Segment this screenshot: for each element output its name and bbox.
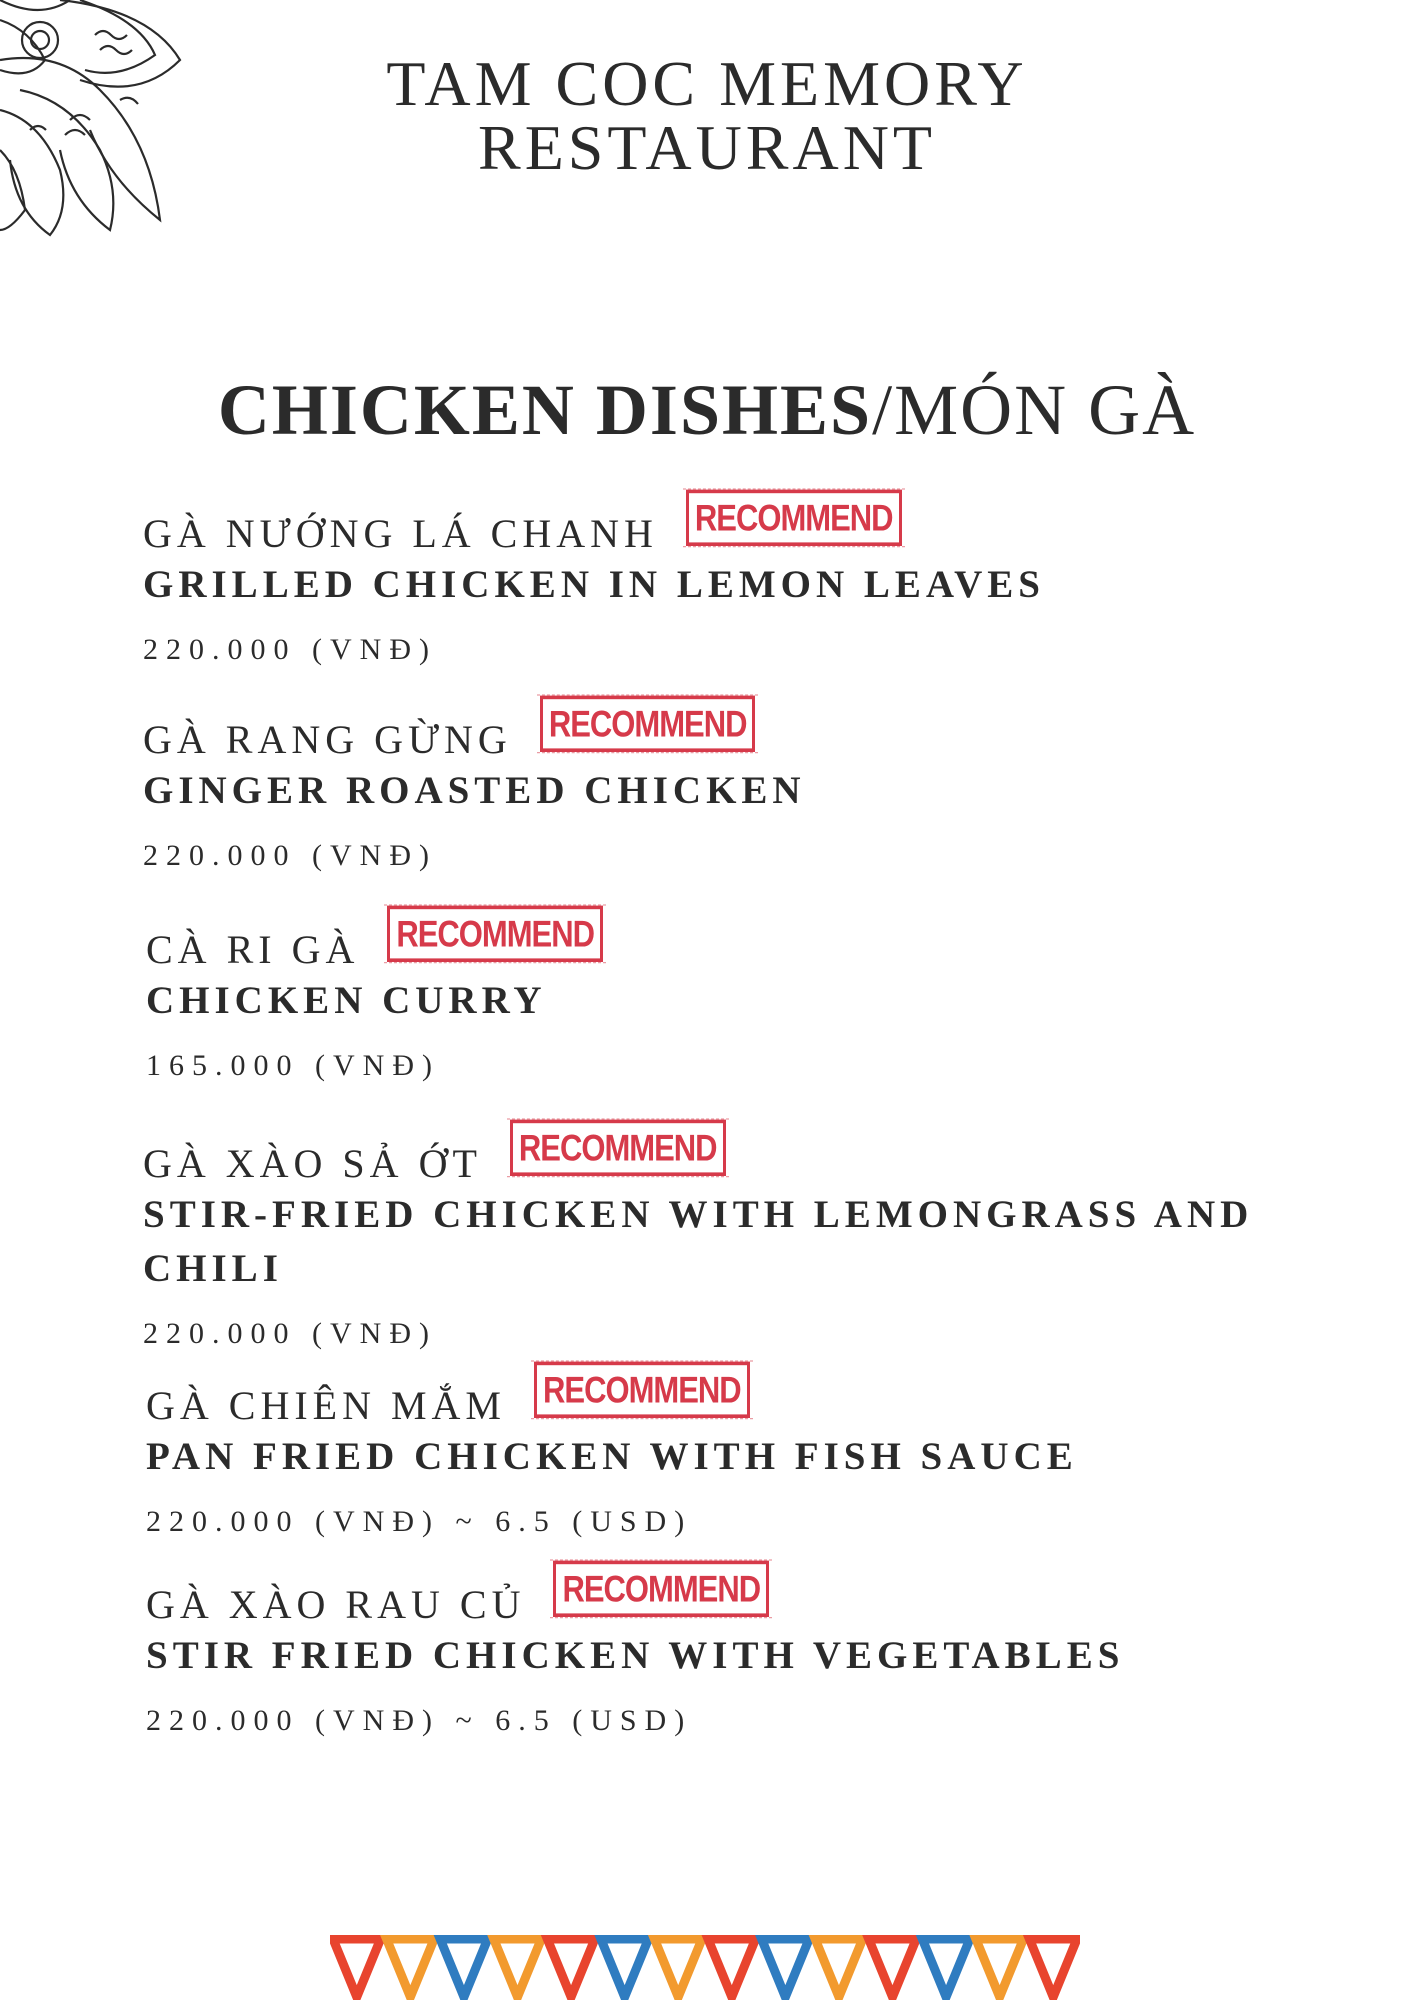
menu-item xyxy=(146,1368,1296,1542)
recommend-badge: RECOMMEND xyxy=(686,490,902,546)
item-name-vn: GÀ CHIÊN MẮM xyxy=(146,1383,506,1428)
item-name-en: GINGER ROASTED CHICKEN xyxy=(143,769,806,812)
menu-item xyxy=(143,496,1293,670)
section-heading-vn: MÓN GÀ xyxy=(894,370,1197,450)
triangle-mark xyxy=(654,1939,702,1997)
triangle-mark xyxy=(547,1939,595,1997)
item-price: 220.000 (VNĐ) xyxy=(143,839,437,872)
restaurant-title xyxy=(0,48,1414,183)
item-name-vn: GÀ XÀO RAU CỦ xyxy=(146,1582,526,1627)
triangle-mark xyxy=(387,1939,435,1997)
item-price: 165.000 (VNĐ) xyxy=(146,1049,440,1082)
recommend-badge: RECOMMEND xyxy=(553,1561,769,1617)
item-name-vn: GÀ RANG GỪNG xyxy=(143,717,512,762)
triangle-mark xyxy=(440,1939,488,1997)
section-heading xyxy=(0,370,1414,450)
item-name-vn: GÀ XÀO SẢ ỚT xyxy=(143,1141,482,1186)
item-price: 220.000 (VNĐ) xyxy=(143,1317,437,1350)
section-heading-separator: / xyxy=(872,370,895,450)
recommend-badge: RECOMMEND xyxy=(510,1120,726,1176)
recommend-badge: RECOMMEND xyxy=(534,1362,750,1418)
item-name-en: CHICKEN CURRY xyxy=(146,979,547,1022)
triangle-mark xyxy=(869,1939,917,1997)
item-name-en: PAN FRIED CHICKEN WITH FISH SAUCE xyxy=(146,1435,1078,1478)
triangle-mark xyxy=(815,1939,863,1997)
menu-item xyxy=(143,1126,1293,1354)
triangle-mark xyxy=(762,1939,810,1997)
triangle-mark xyxy=(708,1939,756,1997)
item-name-en: STIR-FRIED CHICKEN WITH LEMONGRASS AND CHILI xyxy=(143,1193,1254,1290)
item-name-vn: CÀ RI GÀ xyxy=(146,927,360,972)
triangle-pattern-icon xyxy=(330,1935,1080,2000)
menu-item xyxy=(146,912,1296,1086)
item-price: 220.000 (VNĐ) ~ 6.5 (USD) xyxy=(146,1704,693,1737)
triangle-mark xyxy=(976,1939,1024,1997)
item-price: 220.000 (VNĐ) xyxy=(143,633,437,666)
menu-item xyxy=(143,702,1293,876)
restaurant-title-line2: RESTAURANT xyxy=(478,112,936,183)
menu-item xyxy=(146,1567,1296,1741)
item-name-en: STIR FRIED CHICKEN WITH VEGETABLES xyxy=(146,1634,1125,1677)
item-name-vn: GÀ NƯỚNG LÁ CHANH xyxy=(143,511,658,556)
triangle-mark xyxy=(601,1939,649,1997)
item-name-en: GRILLED CHICKEN IN LEMON LEAVES xyxy=(143,563,1045,606)
section-heading-en: CHICKEN DISHES xyxy=(217,370,873,450)
triangle-mark xyxy=(494,1939,542,1997)
triangle-mark xyxy=(1029,1939,1077,1997)
triangle-mark xyxy=(922,1939,970,1997)
recommend-badge: RECOMMEND xyxy=(387,906,603,962)
item-price: 220.000 (VNĐ) ~ 6.5 (USD) xyxy=(146,1505,693,1538)
restaurant-title-line1: TAM COC MEMORY xyxy=(386,48,1028,119)
triangle-mark xyxy=(333,1939,381,1997)
recommend-badge: RECOMMEND xyxy=(540,696,756,752)
